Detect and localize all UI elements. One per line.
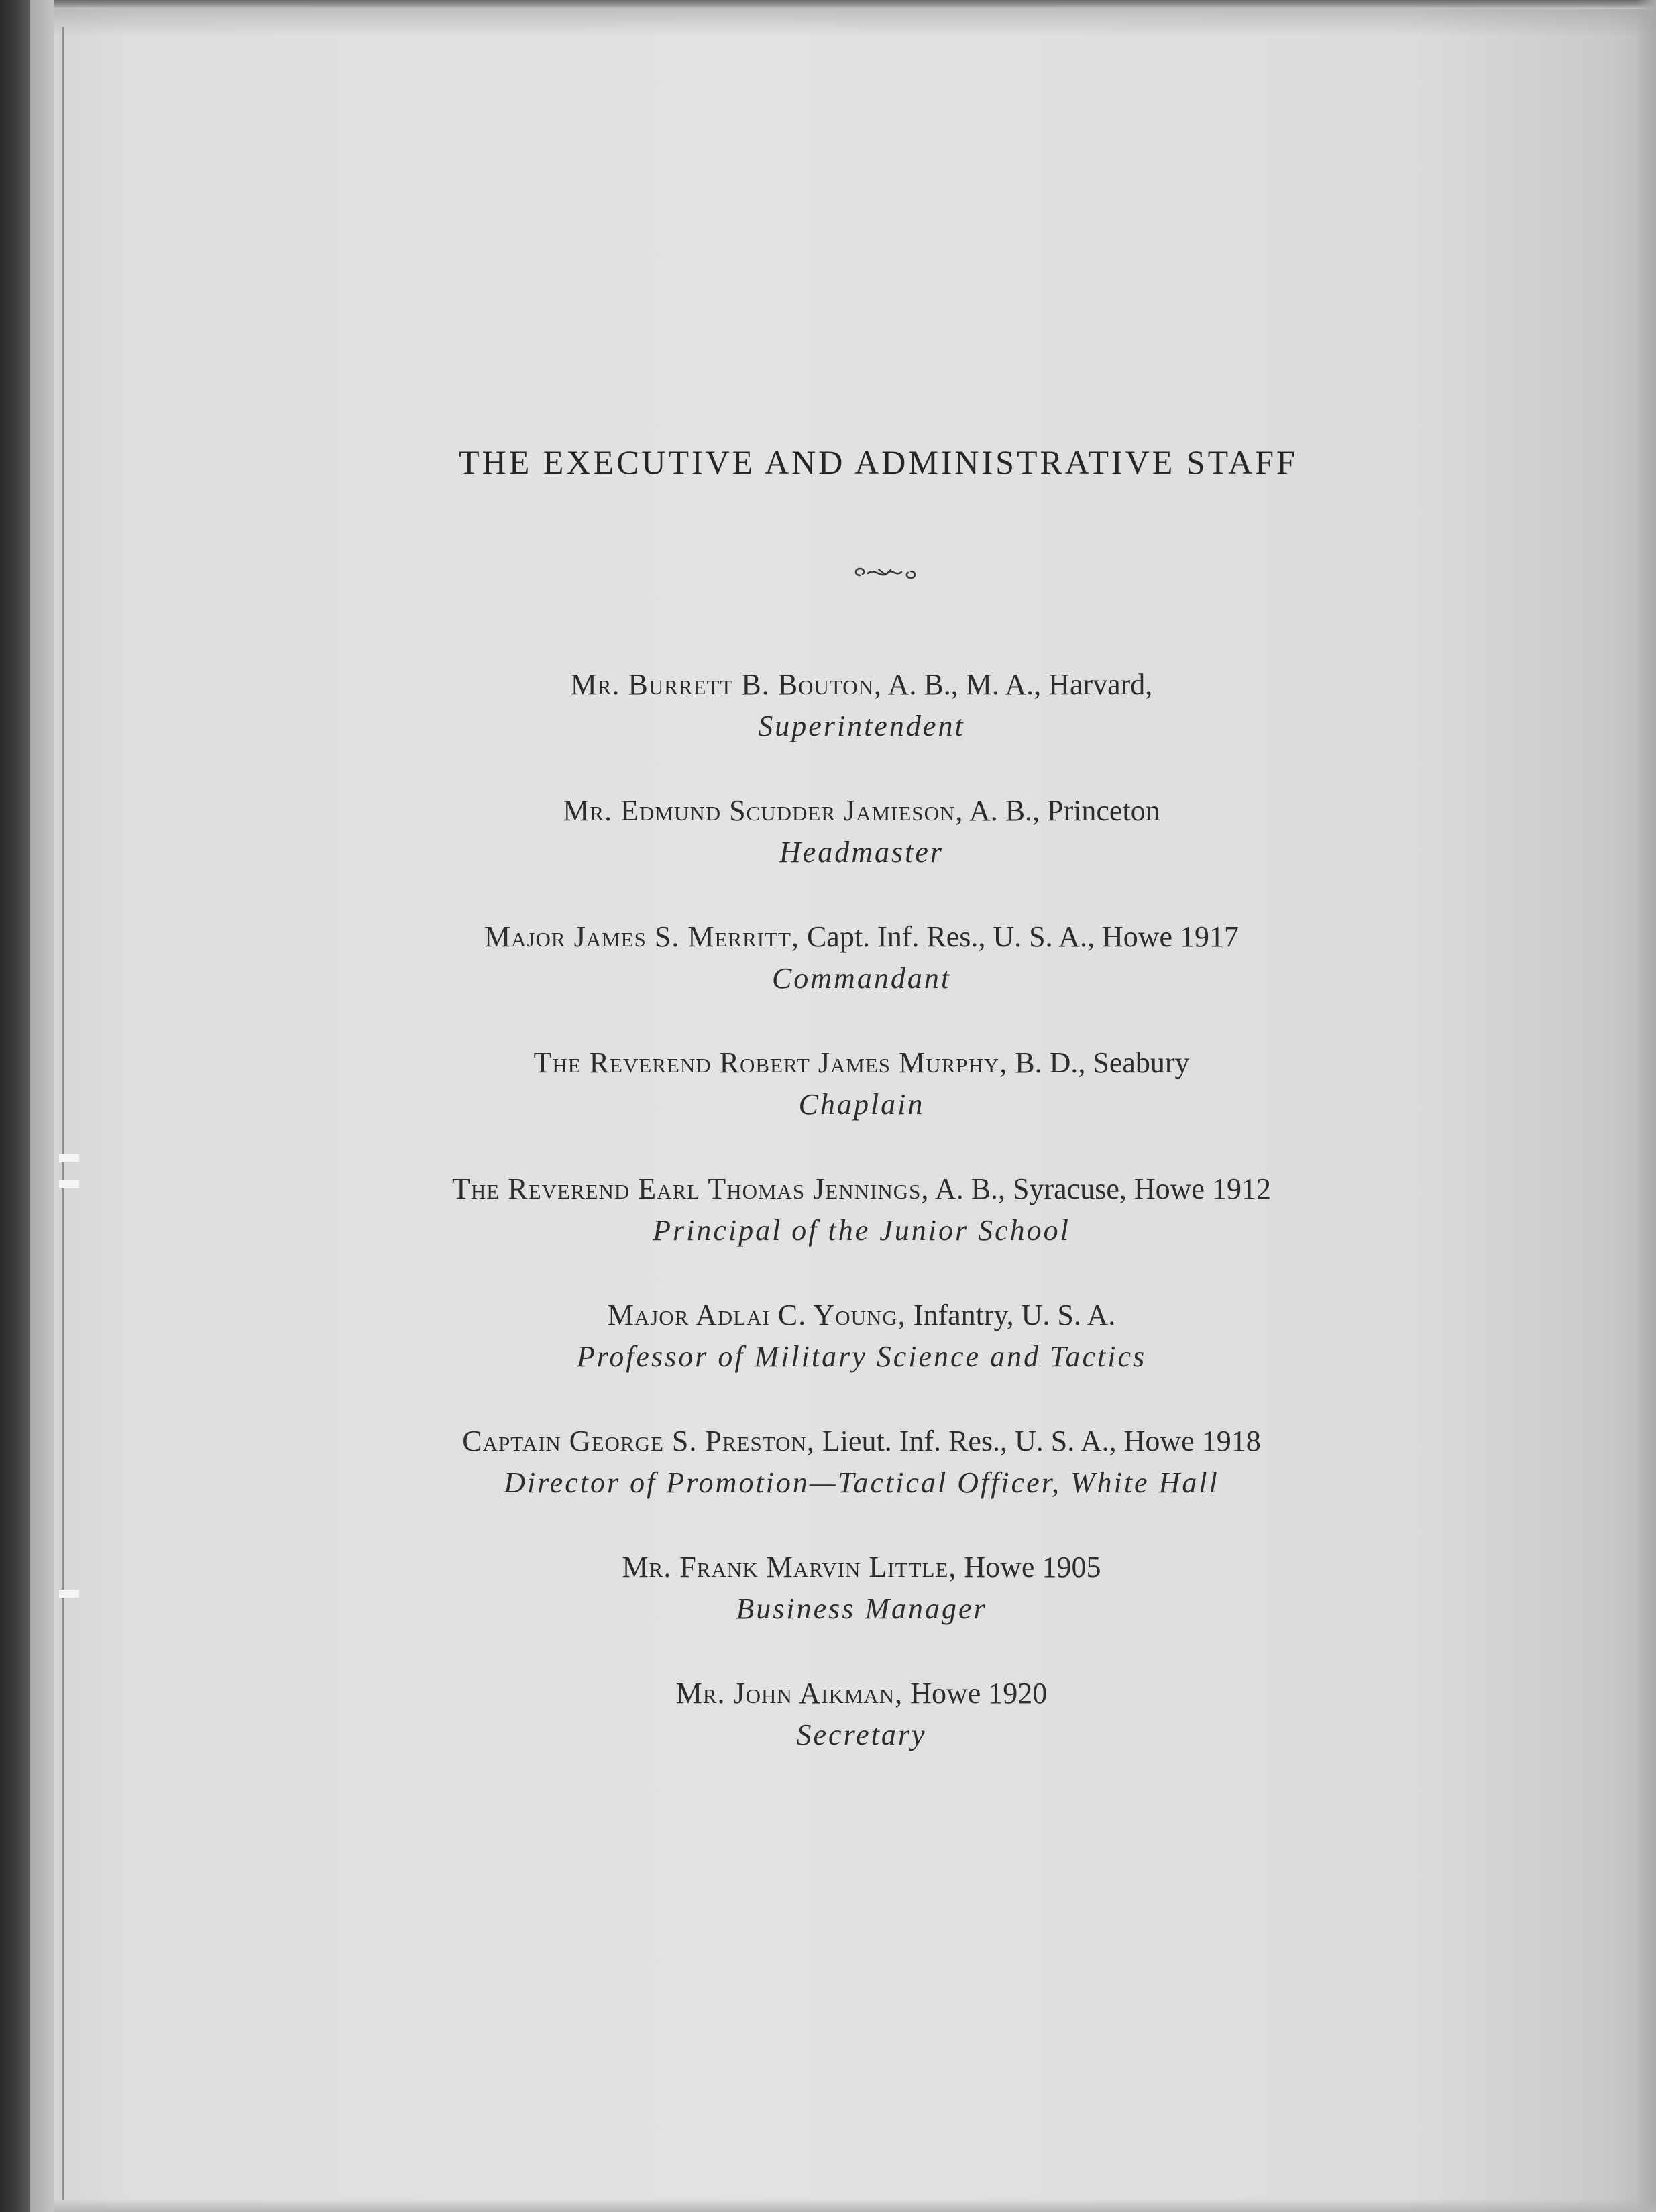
binding-gutter bbox=[30, 0, 54, 2212]
decorative-scroll-ornament-icon bbox=[852, 562, 919, 585]
staff-name: Major Adlai C. Young, Infantry, U. S. A. bbox=[607, 1298, 1116, 1331]
staff-entry bbox=[67, 916, 1656, 999]
staff-name: Mr. Edmund Scudder Jamieson, A. B., Princeton bbox=[563, 794, 1160, 827]
gutter-mark bbox=[59, 1154, 79, 1162]
staff-entry bbox=[67, 664, 1656, 747]
staff-name: Mr. John Aikman, Howe 1920 bbox=[675, 1677, 1048, 1710]
staff-role: Chaplain bbox=[798, 1088, 925, 1121]
staff-name: Mr. Burrett B. Bouton, A. B., M. A., Harvard, bbox=[570, 668, 1153, 701]
page-title: THE EXECUTIVE AND ADMINISTRATIVE STAFF bbox=[459, 443, 1298, 481]
staff-entry bbox=[67, 1294, 1656, 1378]
page-top-shadow bbox=[54, 9, 1656, 36]
book-binding bbox=[0, 0, 30, 2212]
staff-role: Commandant bbox=[771, 962, 952, 995]
staff-entry bbox=[67, 1168, 1656, 1252]
staff-name: Major James S. Merritt, Capt. Inf. Res., U. S. A., Howe 1917 bbox=[484, 920, 1239, 953]
staff-name: Mr. Frank Marvin Little, Howe 1905 bbox=[622, 1551, 1101, 1584]
staff-entry bbox=[67, 790, 1656, 873]
staff-role: Principal of the Junior School bbox=[653, 1214, 1070, 1247]
staff-entry bbox=[67, 1042, 1656, 1125]
staff-role: Secretary bbox=[796, 1718, 927, 1751]
staff-role: Headmaster bbox=[779, 836, 944, 869]
page-top-edge bbox=[0, 0, 1656, 9]
staff-role: Business Manager bbox=[736, 1592, 987, 1625]
page-bottom-edge bbox=[54, 2199, 1656, 2212]
staff-name: The Reverend Earl Thomas Jennings, A. B., Syracuse, Howe 1912 bbox=[452, 1172, 1271, 1205]
staff-role: Director of Promotion—Tactical Officer, White Hall bbox=[504, 1466, 1219, 1499]
staff-entry bbox=[67, 1673, 1656, 1756]
staff-entry bbox=[67, 1421, 1656, 1504]
staff-name: The Reverend Robert James Murphy, B. D., Seabury bbox=[533, 1046, 1190, 1079]
staff-role: Professor of Military Science and Tactics bbox=[576, 1340, 1147, 1373]
staff-name: Captain George S. Preston, Lieut. Inf. Res., U. S. A., Howe 1918 bbox=[462, 1425, 1261, 1457]
staff-role: Superintendent bbox=[758, 710, 965, 742]
gutter-line bbox=[62, 27, 64, 2200]
staff-entry bbox=[67, 1547, 1656, 1630]
